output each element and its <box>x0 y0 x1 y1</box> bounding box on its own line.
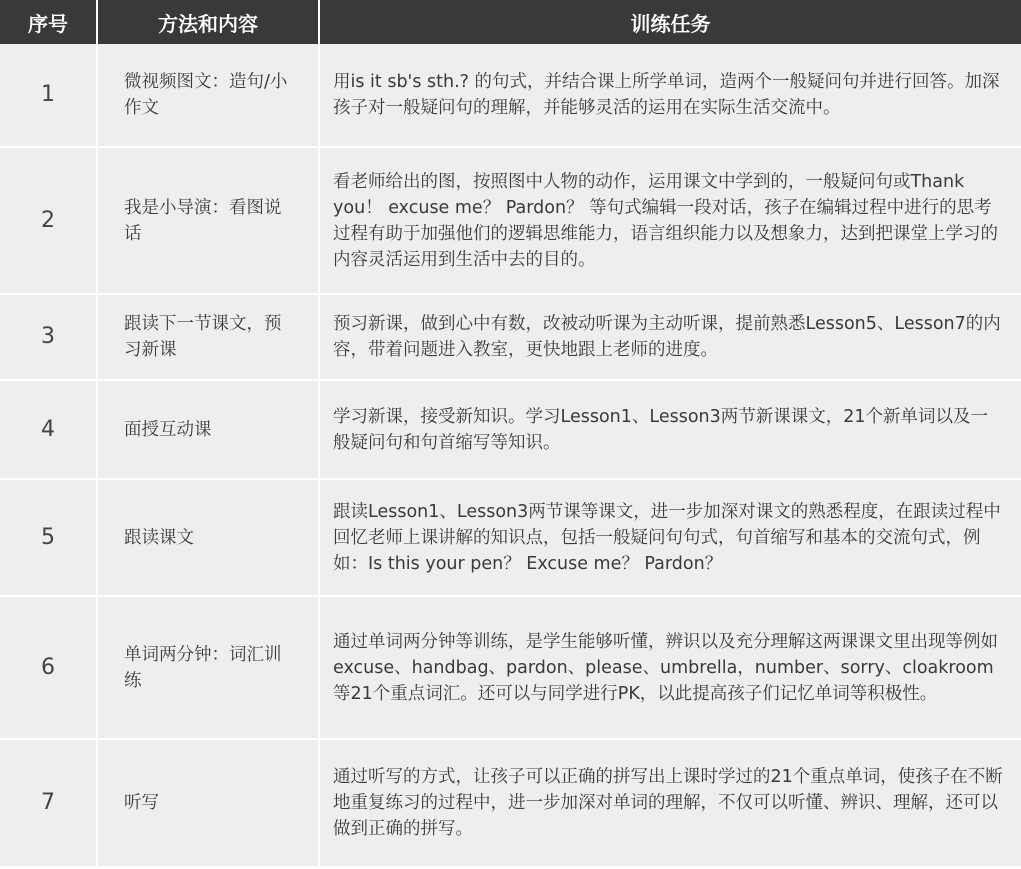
row-index: 1 <box>0 44 97 147</box>
row-method: 面授互动课 <box>97 380 319 479</box>
table-row <box>0 596 1021 739</box>
row-task: 通过听写的方式，让孩子可以正确的拼写出上课时学过的21个重点单词，使孩子在不断地重复练习的过程中，进一步加深对单词的理解，不仅可以听懂、辨识、理解，还可以做到正确的拼写。 <box>319 739 1021 867</box>
row-index: 6 <box>0 596 97 739</box>
row-method: 微视频图文：造句/小作文 <box>97 44 319 147</box>
row-task: 通过单词两分钟等训练，是学生能够听懂，辨识以及充分理解这两课课文里出现等例如excuse、handbag、pardon、please、umbrella，number、sorry、cloakroom等21个重点词汇。还可以与同学进行PK，以此提高孩子们记忆单词等积极性。 <box>319 596 1021 739</box>
row-task: 看老师给出的图，按照图中人物的动作，运用课文中学到的，一般疑问句或Thank you！ excuse me？ Pardon？ 等句式编辑一段对话，孩子在编辑过程中进行的思考过程有助于加强他们的逻辑思维能力，语言组织能力以及想象力，达到把课堂上学习的内容灵活运用到生活中去的目的。 <box>319 147 1021 294</box>
header-task: 训练任务 <box>319 0 1021 44</box>
row-index: 2 <box>0 147 97 294</box>
row-method: 跟读课文 <box>97 479 319 596</box>
table-row <box>0 479 1021 596</box>
row-method: 跟读下一节课文，预习新课 <box>97 294 319 380</box>
header-method: 方法和内容 <box>97 0 319 44</box>
table-row <box>0 147 1021 294</box>
table-header-row <box>0 0 1021 44</box>
table-row <box>0 380 1021 479</box>
table-row <box>0 44 1021 147</box>
row-index: 5 <box>0 479 97 596</box>
row-method: 听写 <box>97 739 319 867</box>
row-task: 学习新课，接受新知识。学习Lesson1、Lesson3两节新课课文，21个新单词以及一般疑问句和句首缩写等知识。 <box>319 380 1021 479</box>
row-index: 3 <box>0 294 97 380</box>
row-method: 我是小导演：看图说话 <box>97 147 319 294</box>
row-task: 跟读Lesson1、Lesson3两节课等课文，进一步加深对课文的熟悉程度，在跟读过程中回忆老师上课讲解的知识点，包括一般疑问句句式，句首缩写和基本的交流句式，例如：Is this your pen？ Excuse me？ Pardon？ <box>319 479 1021 596</box>
table-row <box>0 739 1021 867</box>
row-task: 用is it sb's sth.? 的句式，并结合课上所学单词，造两个一般疑问句并进行回答。加深孩子对一般疑问句的理解，并能够灵活的运用在实际生活交流中。 <box>319 44 1021 147</box>
table-row <box>0 294 1021 380</box>
row-task: 预习新课，做到心中有数，改被动听课为主动听课，提前熟悉Lesson5、Lesson7的内容，带着问题进入教室，更快地跟上老师的进度。 <box>319 294 1021 380</box>
row-index: 4 <box>0 380 97 479</box>
row-index: 7 <box>0 739 97 867</box>
row-method: 单词两分钟：词汇训练 <box>97 596 319 739</box>
header-index: 序号 <box>0 0 97 44</box>
